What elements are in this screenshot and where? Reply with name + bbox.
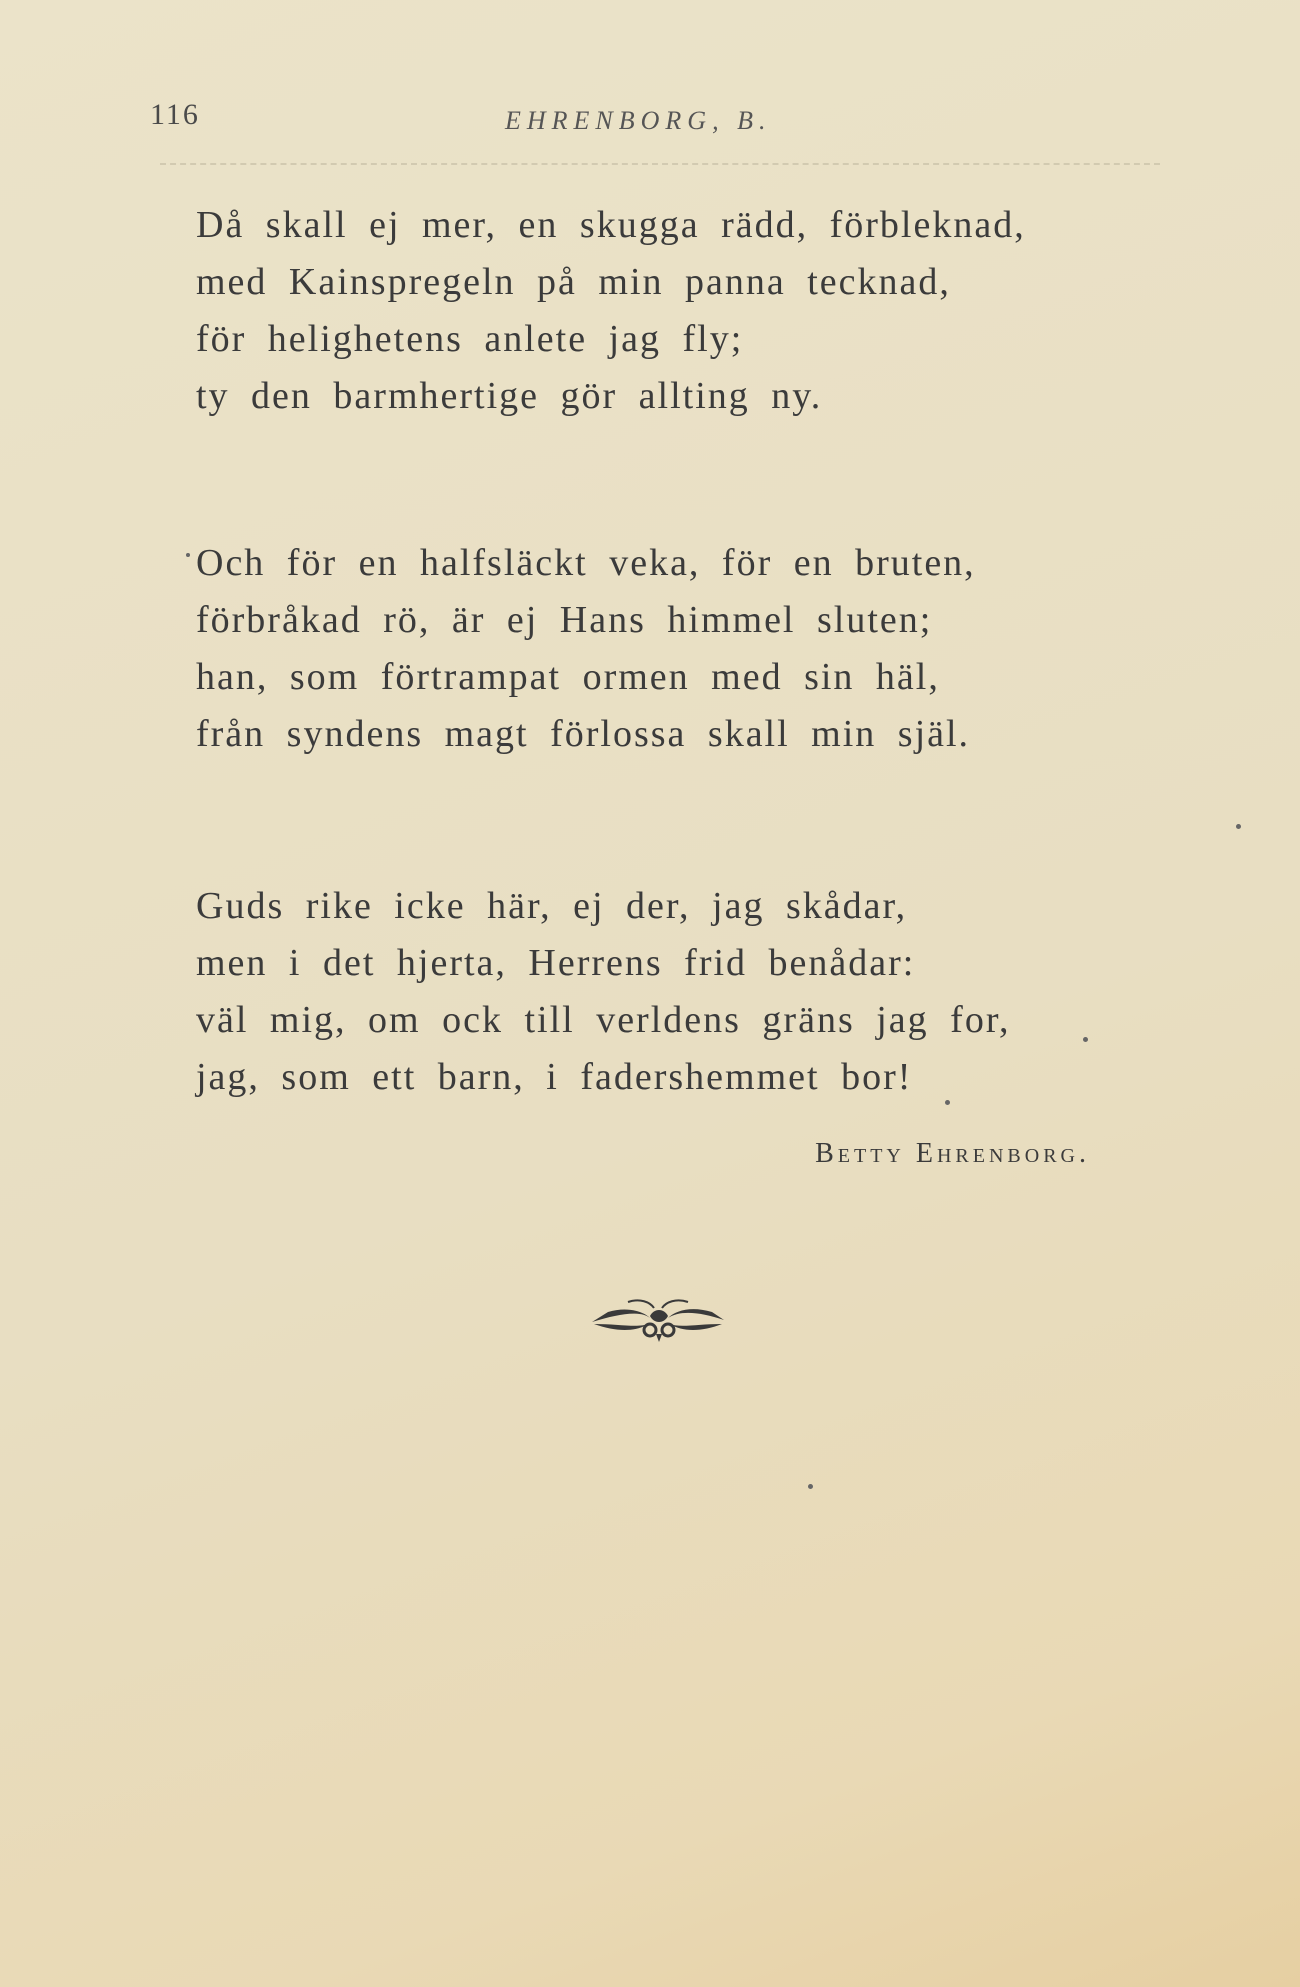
poem-line: jag, som ett barn, i fadershemmet bor! [196,1056,913,1098]
paper-speck [808,1484,813,1489]
poem-line: väl mig, om ock till verldens gräns jag for, [196,999,1011,1041]
poem-line: förbråkad rö, är ej Hans himmel sluten; [196,599,933,641]
poem-line: för helighetens anlete jag fly; [196,318,744,360]
paper-speck [186,553,190,557]
poem-line: han, som förtrampat ormen med sin häl, [196,656,940,698]
page-number: 116 [150,98,200,131]
author-signature: Betty Ehrenborg. [815,1138,1090,1169]
poem-stanza-2 [196,535,1156,763]
paper-speck [1083,1037,1088,1042]
paper-speck [1236,824,1241,829]
poem-stanza-1 [196,197,1156,425]
poem-stanza-3 [196,878,1156,1106]
fleuron-icon [588,1290,728,1346]
poem-line: med Kainspregeln på min panna tecknad, [196,261,951,303]
poem-line: ty den barmhertige gör allting ny. [196,375,823,417]
poem-line: men i det hjerta, Herrens frid benådar: [196,942,916,984]
poem-line: från syndens magt förlossa skall min själ. [196,713,971,755]
poem-line: Och för en halfsläckt veka, för en bruten, [196,542,976,584]
header-rule [160,163,1160,165]
poem-line: Då skall ej mer, en skugga rädd, förbleknad, [196,204,1026,246]
poem-line: Guds rike icke här, ej der, jag skådar, [196,885,908,927]
paper-speck [945,1100,950,1105]
running-head: EHRENBORG, B. [505,106,772,135]
